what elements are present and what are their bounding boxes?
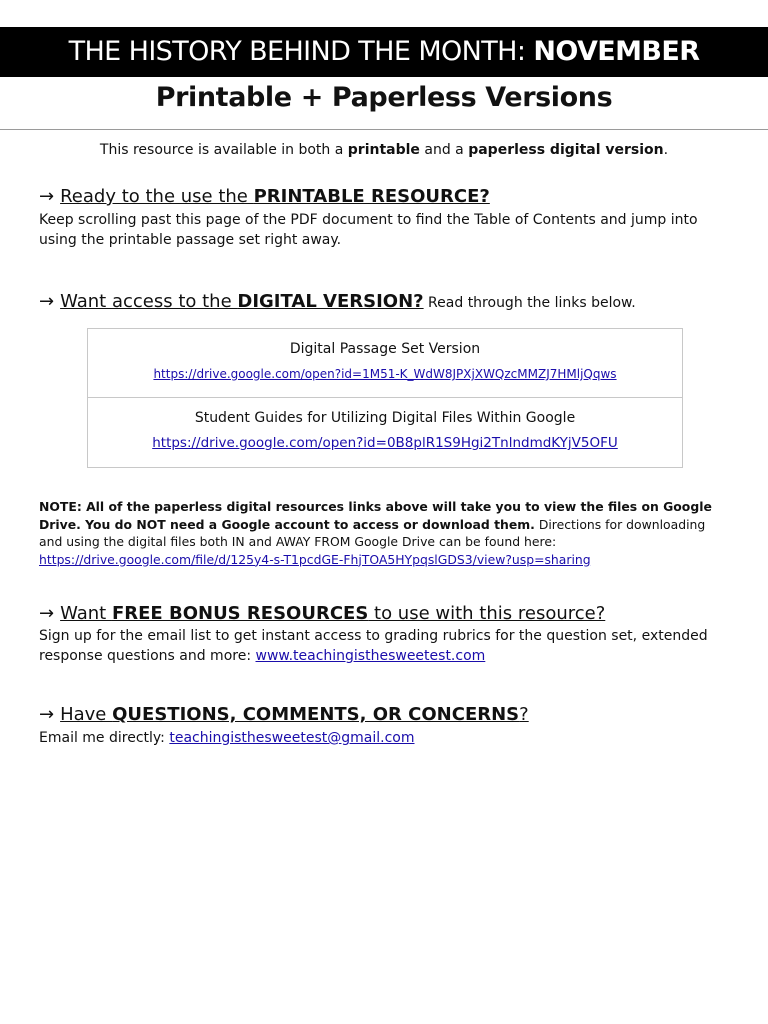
note-text: Directions for downloading and using the digital files both IN and AWAY FROM Google Drive can be found here: <box>39 516 706 549</box>
bonus-body-text: Sign up for the email list to get instant access to grading rubrics for the question set, extended response questions and more: <box>39 628 708 664</box>
digital-after: Read through the links below. <box>423 295 636 311</box>
title-banner <box>0 27 768 77</box>
intro-before: This resource is available in both a <box>99 142 348 158</box>
printable-lead: Ready to the use the <box>60 186 254 207</box>
digital-passage-link[interactable]: https://drive.google.com/open?id=1M51-K_WdW8JPXjXWQzcMMZJ7HMljQqws <box>153 367 617 381</box>
printable-heading <box>39 186 490 207</box>
printable-body: Keep scrolling past this page of the PDF document to find the Table of Contents and jump into using the printable passage set right away. <box>39 212 698 248</box>
bonus-body <box>39 626 729 666</box>
page-subtitle: Printable + Paperless Versions <box>155 82 613 113</box>
intro-paperless: paperless digital version <box>468 142 664 158</box>
digital-links-table <box>87 328 683 468</box>
digital-bold: DIGITAL VERSION? <box>237 291 424 312</box>
digital-link-label: Digital Passage Set Version <box>289 341 481 357</box>
contact-body <box>39 728 729 748</box>
intro-text <box>0 142 768 158</box>
digital-link-row <box>88 397 682 465</box>
digital-heading <box>39 291 636 312</box>
digital-lead: Want access to the <box>60 291 238 312</box>
right-arrow-icon: → <box>39 603 55 624</box>
digital-link-row <box>88 329 682 397</box>
digital-heading-text <box>60 291 424 312</box>
printable-heading-text <box>60 186 490 207</box>
contact-heading <box>39 704 529 725</box>
website-link[interactable]: www.teachingisthesweetest.com <box>255 648 486 664</box>
student-guides-link[interactable]: https://drive.google.com/open?id=0B8plR1S9Hgi2TnlndmdKYjV5OFU <box>152 435 618 451</box>
bonus-lead: Want <box>60 603 112 624</box>
intro-middle: and a <box>419 142 469 158</box>
intro-printable: printable <box>347 142 420 158</box>
contact-lead: Have <box>60 704 113 725</box>
divider <box>0 129 768 130</box>
intro-after: . <box>663 142 669 158</box>
right-arrow-icon: → <box>39 291 55 312</box>
bonus-after: to use with this resource? <box>368 603 606 624</box>
contact-bold: QUESTIONS, COMMENTS, OR CONCERNS <box>112 704 520 725</box>
contact-after: ? <box>519 704 529 725</box>
right-arrow-icon: → <box>39 704 55 725</box>
note-paragraph <box>39 498 729 568</box>
contact-heading-text <box>60 704 529 725</box>
note-bold: NOTE: All of the paperless digital resources links above will take you to view the files on Google Drive. You do NOT need a Google account to access or download them. <box>39 499 712 532</box>
banner-month: NOVEMBER <box>533 36 700 67</box>
bonus-heading <box>39 603 605 624</box>
bonus-heading-text <box>60 603 605 624</box>
directions-link[interactable]: https://drive.google.com/file/d/125y4-s-T1pcdGE-FhjTOA5HYpqslGDS3/view?usp=sharing <box>39 551 591 567</box>
right-arrow-icon: → <box>39 186 55 207</box>
bonus-bold: FREE BONUS RESOURCES <box>111 603 369 624</box>
printable-bold: PRINTABLE RESOURCE? <box>253 186 490 207</box>
banner-title: THE HISTORY BEHIND THE MONTH: <box>68 36 534 67</box>
digital-link-label: Student Guides for Utilizing Digital Files Within Google <box>194 410 576 426</box>
contact-body-text: Email me directly: <box>39 730 170 746</box>
email-link[interactable]: teachingisthesweetest@gmail.com <box>169 730 415 746</box>
